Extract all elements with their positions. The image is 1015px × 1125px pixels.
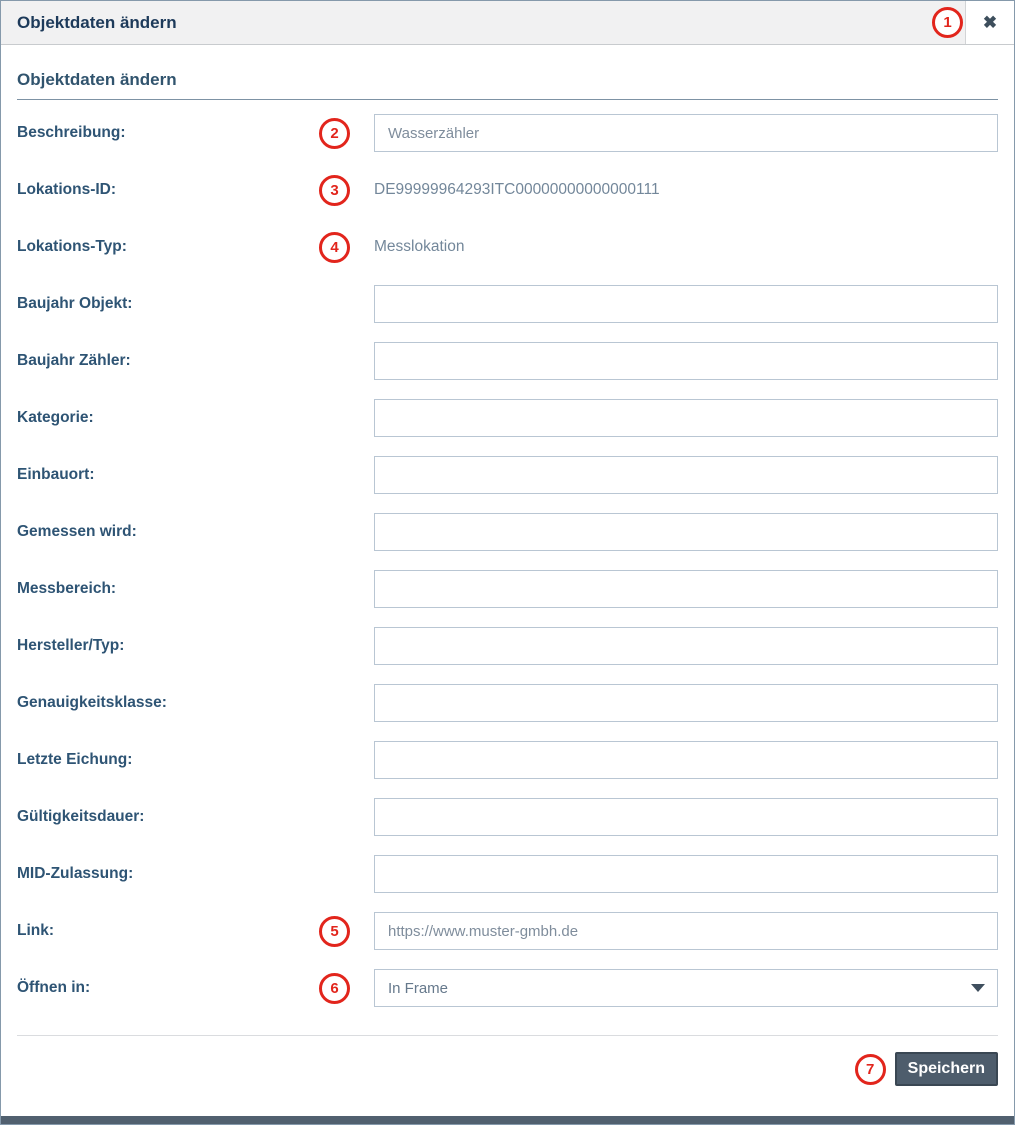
- dialog-footer: [17, 1052, 998, 1086]
- row-baujahr-zaehler: [17, 342, 998, 380]
- dialog-title: Objektdaten ändern: [17, 12, 177, 32]
- section-divider: [17, 99, 998, 100]
- dialog-bottom-strip: [1, 1116, 1014, 1124]
- dialog-header: [1, 1, 1014, 45]
- annotation-circle-7: 7: [855, 1054, 886, 1085]
- field-label: Lokations-Typ:: [17, 238, 127, 255]
- messbereich-input[interactable]: [374, 570, 998, 608]
- field-label: Baujahr Objekt:: [17, 295, 133, 312]
- field-label: Baujahr Zähler:: [17, 352, 131, 369]
- lokations-id-value: DE99999964293ITC00000000000000111: [374, 181, 660, 198]
- row-baujahr-objekt: [17, 285, 998, 323]
- row-lokations-typ: [17, 228, 998, 266]
- mid-zulassung-input[interactable]: [374, 855, 998, 893]
- field-label: Einbauort:: [17, 466, 95, 483]
- save-button[interactable]: Speichern: [895, 1052, 998, 1086]
- row-kategorie: [17, 399, 998, 437]
- footer-divider: [17, 1035, 998, 1036]
- chevron-down-icon: [971, 984, 985, 992]
- field-label: Öffnen in:: [17, 979, 91, 996]
- section-title: Objektdaten ändern: [17, 70, 177, 89]
- gemessen-wird-input[interactable]: [374, 513, 998, 551]
- field-label: Gültigkeitsdauer:: [17, 808, 145, 825]
- oeffnen-in-select[interactable]: [374, 969, 998, 1007]
- row-oeffnen-in: [17, 969, 998, 1007]
- baujahr-objekt-input[interactable]: [374, 285, 998, 323]
- field-label: MID-Zulassung:: [17, 865, 134, 882]
- annotation-circle-5: 5: [319, 916, 350, 947]
- field-label: Hersteller/Typ:: [17, 637, 125, 654]
- row-genauigkeitsklasse: [17, 684, 998, 722]
- row-einbauort: [17, 456, 998, 494]
- annotation-circle-6: 6: [319, 973, 350, 1004]
- row-gemessen-wird: [17, 513, 998, 551]
- hersteller-typ-input[interactable]: [374, 627, 998, 665]
- annotation-circle-2: 2: [319, 118, 350, 149]
- kategorie-input[interactable]: [374, 399, 998, 437]
- close-icon: ✖: [982, 13, 998, 32]
- field-label: Kategorie:: [17, 409, 94, 426]
- row-mid-zulassung: [17, 855, 998, 893]
- gueltigkeitsdauer-input[interactable]: [374, 798, 998, 836]
- form-rows: [17, 114, 998, 1007]
- oeffnen-in-selected-value: In Frame: [388, 979, 449, 997]
- letzte-eichung-input[interactable]: [374, 741, 998, 779]
- row-beschreibung: [17, 114, 998, 152]
- field-label: Gemessen wird:: [17, 523, 137, 540]
- einbauort-input[interactable]: [374, 456, 998, 494]
- beschreibung-input[interactable]: [374, 114, 998, 152]
- annotation-circle-3: 3: [319, 175, 350, 206]
- annotation-circle-1: 1: [932, 7, 963, 38]
- row-gueltigkeitsdauer: [17, 798, 998, 836]
- lokations-typ-value: Messlokation: [374, 238, 465, 255]
- baujahr-zaehler-input[interactable]: [374, 342, 998, 380]
- row-lokations-id: [17, 171, 998, 209]
- row-hersteller-typ: [17, 627, 998, 665]
- field-label: Letzte Eichung:: [17, 751, 133, 768]
- link-input[interactable]: [374, 912, 998, 950]
- close-button[interactable]: [965, 1, 1014, 44]
- field-label: Lokations-ID:: [17, 181, 117, 198]
- row-messbereich: [17, 570, 998, 608]
- field-label: Beschreibung:: [17, 124, 126, 141]
- row-letzte-eichung: [17, 741, 998, 779]
- row-link: [17, 912, 998, 950]
- field-label: Genauigkeitsklasse:: [17, 694, 167, 711]
- field-label: Link:: [17, 922, 55, 939]
- genauigkeitsklasse-input[interactable]: [374, 684, 998, 722]
- field-label: Messbereich:: [17, 580, 117, 597]
- dialog-body: [1, 70, 1014, 1086]
- annotation-circle-4: 4: [319, 232, 350, 263]
